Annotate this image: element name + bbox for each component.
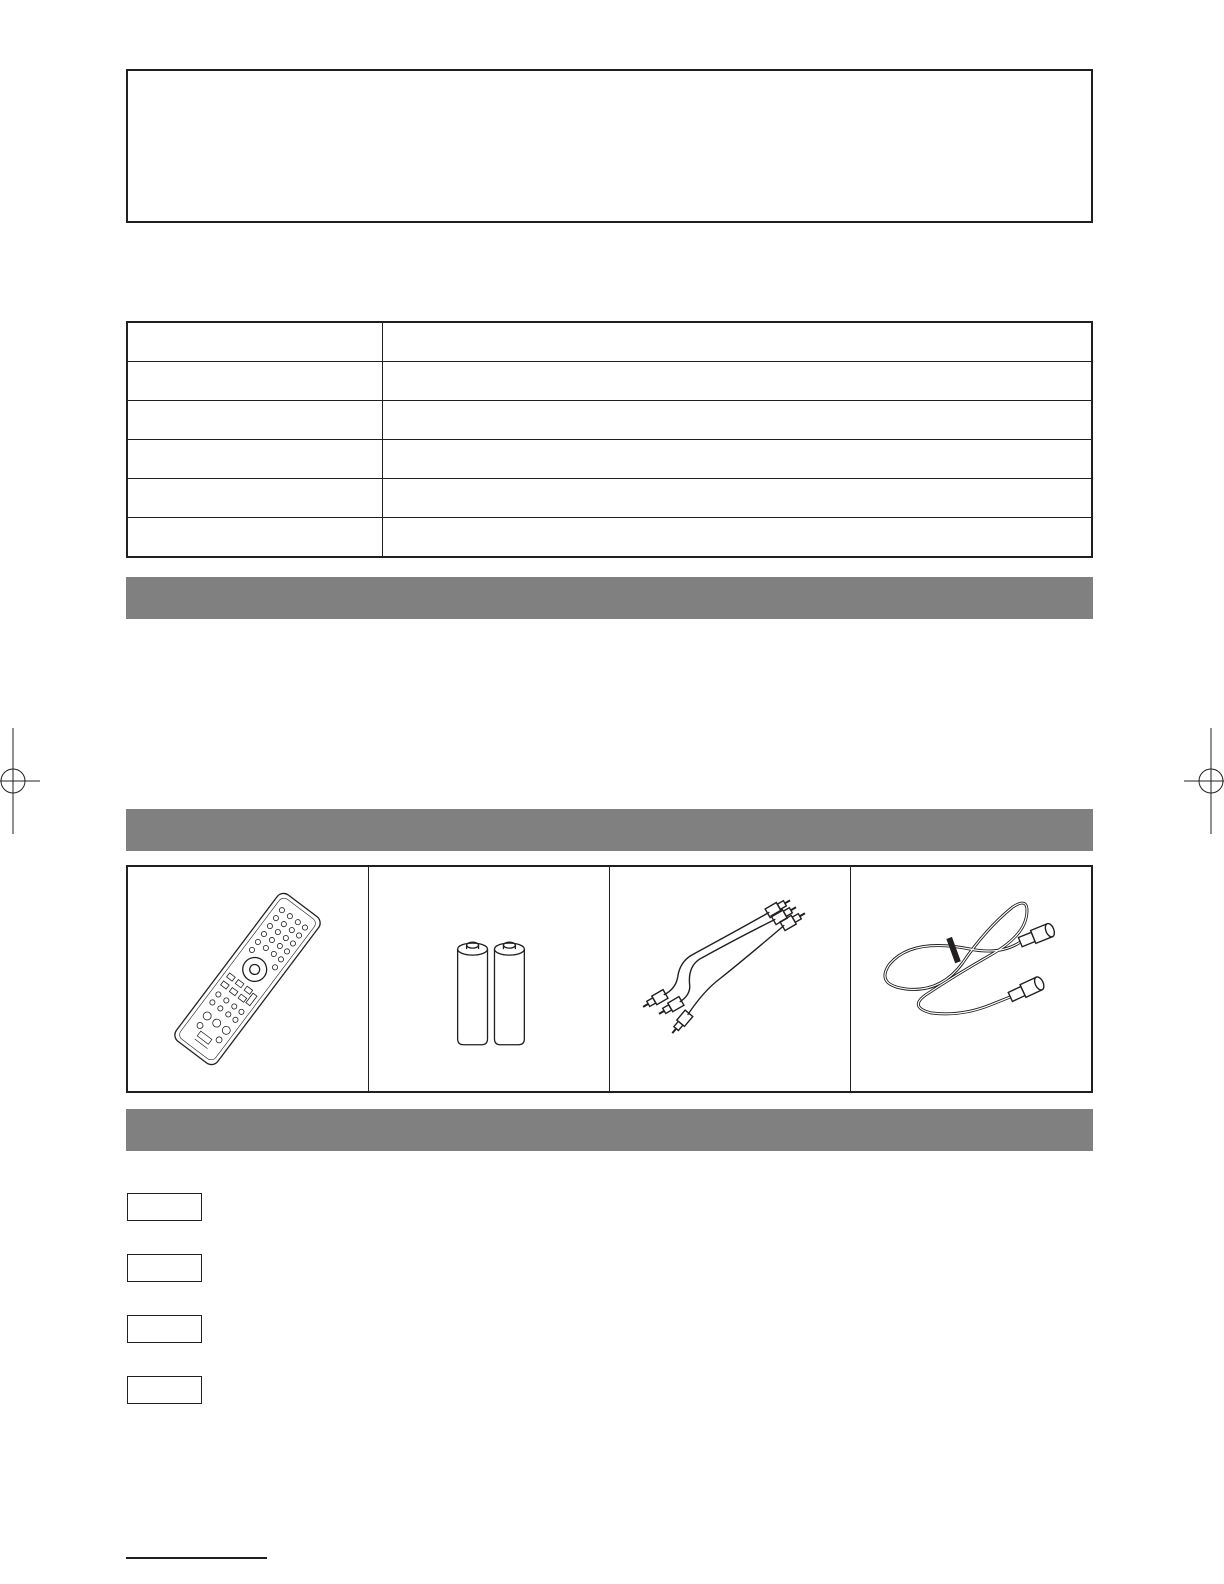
registration-mark-right: [1184, 728, 1224, 838]
label-tag: [127, 1254, 202, 1282]
table-cell-label: [127, 440, 383, 479]
table-row: [127, 440, 1092, 479]
table-row: [127, 322, 1092, 362]
table-row: [127, 479, 1092, 518]
table-cell-label: [127, 322, 383, 362]
notice-box: [126, 69, 1093, 223]
label-tag: [127, 1315, 202, 1343]
table-cell-value: [383, 440, 1093, 479]
table-row: [127, 518, 1092, 558]
accessory-remote: [128, 867, 369, 1091]
table-cell-label: [127, 401, 383, 440]
table-cell-label: [127, 362, 383, 401]
rca-cable-icon: [610, 867, 850, 1091]
table-cell-value: [383, 362, 1093, 401]
remote-control-icon: [128, 867, 368, 1091]
accessories-grid: [126, 865, 1093, 1093]
table-row: [127, 362, 1092, 401]
label-tag: [127, 1193, 202, 1221]
table-row: [127, 401, 1092, 440]
accessory-rf-cable: [851, 867, 1091, 1091]
batteries-icon: [369, 867, 609, 1091]
section-header-bar: [126, 1109, 1093, 1151]
registration-mark-left: [0, 728, 40, 838]
table-cell-value: [383, 479, 1093, 518]
table-cell-value: [383, 518, 1093, 558]
table-cell-value: [383, 322, 1093, 362]
rf-cable-icon: [851, 867, 1091, 1091]
accessory-batteries: [369, 867, 610, 1091]
section-header-bar: [126, 577, 1093, 619]
footer-rule: [126, 1557, 267, 1559]
section-header-bar: [126, 809, 1093, 851]
table-cell-value: [383, 401, 1093, 440]
accessory-rca-cable: [610, 867, 851, 1091]
table-cell-label: [127, 479, 383, 518]
label-tag: [127, 1376, 202, 1404]
table-cell-label: [127, 518, 383, 558]
spec-table: [126, 321, 1093, 558]
